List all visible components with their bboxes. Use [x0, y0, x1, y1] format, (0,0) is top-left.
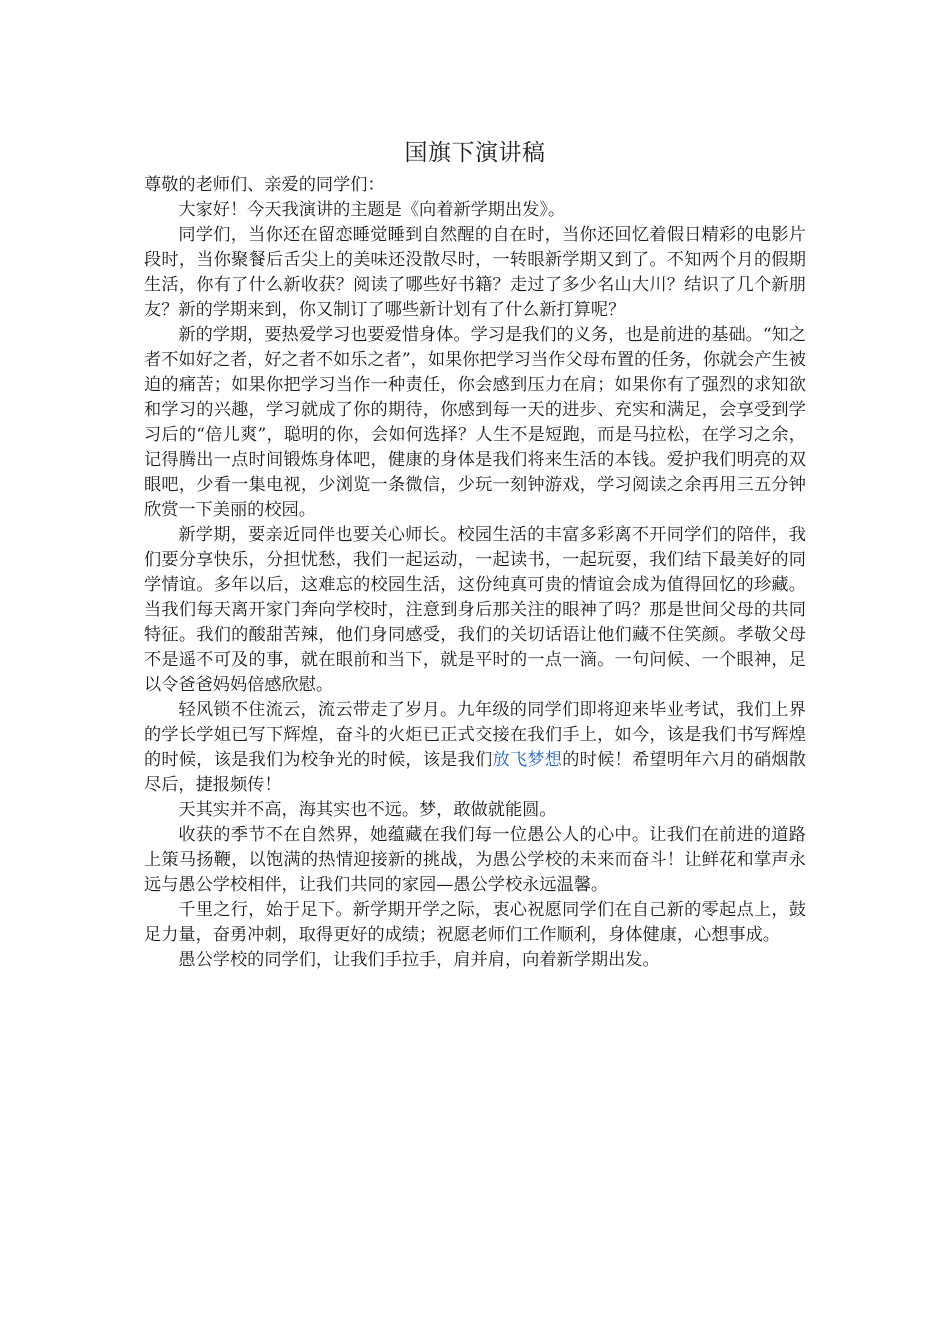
paragraph-study-health: 新的学期，要热爱学习也要爱惜身体。学习是我们的义务，也是前进的基础。“知之者不如好之者，好之者不如乐之者”，如果你把学习当作父母布置的任务，你就会产生被迫的痛苦；如果你把学习当作一种责任，你会感到压力在肩；如果你有了强烈的求知欲和学习的兴趣，学习就成了你的期待，你感到每一天的进步、充实和满足，会享受到学习后的“倍儿爽”，聪明的你，会如何选择？人生不是短跑，而是马拉松，在学习之余，记得腾出一点时间锻炼身体吧，健康的身体是我们将来生活的本钱。爱护我们明亮的双眼吧，少看一集电视，少浏览一条微信，少玩一刻钟游戏，学习阅读之余再用三五分钟欣赏一下美丽的校园。: [144, 325, 806, 520]
graduation-text-before: 轻风锁不住流云，流云带走了岁月。九年级的同学们即将迎来毕业考试，我们上界的学长学姐已写下辉煌，奋斗的火炬已正式交接在我们手上，如今，该是我们书写辉煌的时候，该是我们为校争光的时候，该是我们: [144, 700, 806, 770]
salutation: 尊敬的老师们、亲爱的同学们：: [144, 175, 385, 195]
paragraph-holiday: 同学们，当你还在留恋睡觉睡到自然醒的自在时，当你还回忆着假日精彩的电影片段时，当你聚餐后舌尖上的美味还没散尽时，一转眼新学期又到了。不知两个月的假期生活，你有了什么新收获？阅读了哪些好书籍？走过了多少名山大川？结识了几个新朋友？新的学期来到，你又制订了哪些新计划有了什么新打算呢？: [144, 225, 806, 320]
paragraph-peers-teachers: 新学期，要亲近同伴也要关心师长。校园生活的丰富多彩离不开同学们的陪伴，我们要分享快乐，分担忧愁，我们一起运动，一起读书，一起玩耍，我们结下最美好的同学情谊。多年以后，这难忘的校园生活，这份纯真可贵的情谊会成为值得回忆的珍藏。当我们每天离开家门奔向学校时，注意到身后那关注的眼神了吗？那是世间父母的共同特征。我们的酸甜苦辣，他们身同感受，我们的关切话语让他们藏不住笑颜。孝敬父母不是遥不可及的事，就在眼前和当下，就是平时的一点一滴。一句问候、一个眼神，足以令爸爸妈妈倍感欣慰。: [144, 525, 806, 695]
document-title: 国旗下演讲稿: [404, 140, 546, 166]
document-body: [144, 133, 806, 973]
graduation-text-after: 的时候！希望明年六月的硝烟散尽后，捷报频传！: [144, 750, 806, 795]
paragraph-greeting: 大家好！今天我演讲的主题是《向着新学期出发》。: [178, 200, 566, 220]
paragraph-dream: 天其实并不高，海其实也不远。梦，敢做就能圆。: [178, 800, 557, 820]
dream-link[interactable]: 放飞梦想: [492, 750, 563, 770]
paragraph-closing: 愚公学校的同学们，让我们手拉手，肩并肩，向着新学期出发。: [178, 950, 660, 970]
paragraph-harvest: 收获的季节不在自然界，她蕴藏在我们每一位愚公人的心中。让我们在前进的道路上策马扬鞭，以饱满的热情迎接新的挑战，为愚公学校的未来而奋斗！让鲜花和掌声永远与愚公学校相伴，让我们共同的家园—愚公学校永远温馨。: [144, 825, 806, 895]
paragraph-graduation: [144, 698, 806, 798]
paragraph-wishes: 千里之行，始于足下。新学期开学之际，衷心祝愿同学们在自己新的零起点上，鼓足力量，奋勇冲刺，取得更好的成绩；祝愿老师们工作顺利，身体健康，心想事成。: [144, 900, 806, 945]
